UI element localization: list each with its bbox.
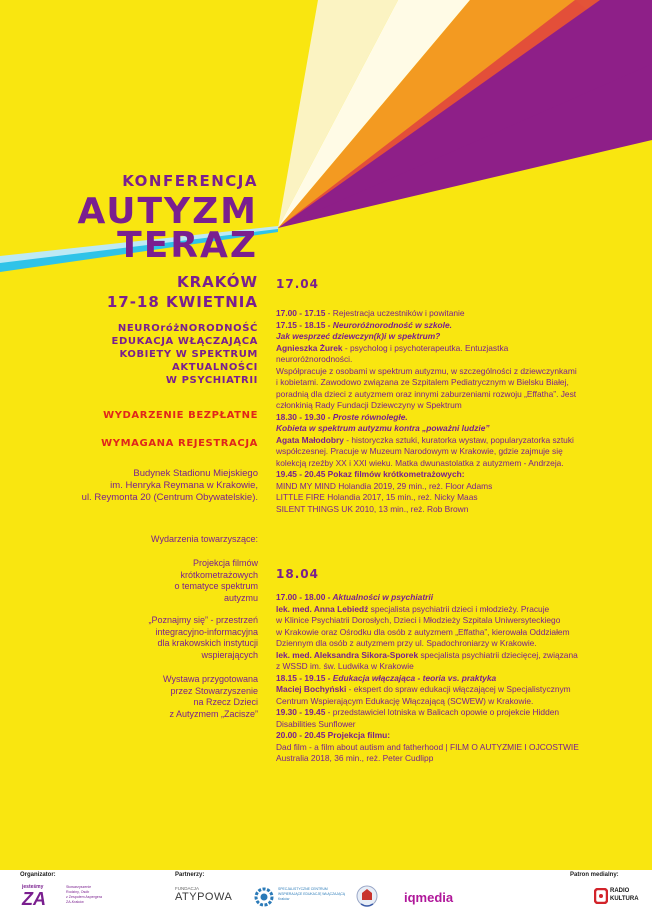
schedule-text: Dad film - a film about autism and fatherhood | FILM O AUTYZMIE I OJCOSTWIE [276, 741, 579, 752]
schedule-line [276, 696, 582, 708]
schedule-title: Kobieta w spektrum autyzmu kontra „poważni ludzie” [276, 423, 490, 433]
side-events-heading: Wydarzenia towarzyszące: [151, 534, 258, 544]
side-event-line: Wystawa przygotowana [163, 674, 258, 684]
schedule-text: Centrum Wspierającym Edukację Włączającą (SCWEW) w Krakowie. [276, 695, 534, 706]
schedule-title: - Neuroróżnorodność w szkole. [325, 319, 452, 330]
conference-kicker: KONFERENCJA [122, 172, 258, 190]
side-event-integration [88, 615, 258, 661]
partner-atypowa-logo [175, 886, 232, 903]
schedule-line [276, 377, 582, 389]
schedule-text: - Rejestracja uczestników i powitanie [325, 308, 465, 318]
schedule-time: 17.00 - 17.15 [276, 308, 326, 318]
schedule-text: - psycholog i psychoterapeutka. Entuzjastka neuroróżnorodności. [276, 342, 509, 364]
side-event-line: wspierających [201, 649, 258, 660]
schedule-line [276, 412, 582, 424]
schedule-line [276, 320, 582, 332]
schedule-line [276, 389, 582, 401]
schedule-line [276, 366, 582, 378]
schedule-text: z WSSD im. św. Ludwika w Krakowie [276, 661, 414, 671]
schedule-line [276, 308, 582, 320]
radio-icon [594, 888, 608, 904]
schedule-time: lek. med. Aleksandra Sikora-Sporek [276, 649, 419, 660]
schedule-line [276, 469, 582, 481]
schedule-time: Agnieszka Żurek [276, 342, 343, 353]
schedule-text: w Krakowie oraz Ośrodku dla osób z autyzmem „Effatha”, kierowała Oddziałem [276, 626, 570, 637]
side-event-line: o tematyce spektrum [174, 581, 258, 591]
topic-item: AKTUALNOŚCI [172, 362, 258, 373]
dates: 17-18 KWIETNIA [106, 293, 258, 311]
schedule-line [276, 435, 582, 447]
partner-scwew-text [278, 887, 345, 902]
registration-required-notice: WYMAGANA REJESTRACJA [101, 438, 258, 449]
schedule-time: 18.30 - 19.30 [276, 411, 326, 422]
city: KRAKÓW [176, 273, 258, 291]
day-2-schedule [276, 592, 582, 765]
footer [0, 870, 652, 922]
side-event-line: przez Stowarzyszenie [170, 685, 258, 696]
schedule-line [276, 650, 582, 662]
organizer-logo [22, 884, 62, 914]
venue-address [58, 468, 258, 504]
schedule-text: poradnią dla dzieci z autyzmem oraz innymi zaburzeniami rozwoju „Effatha”. Jest [276, 388, 577, 399]
title-line-1: AUTYZM [77, 191, 258, 232]
schedule-text: Pokaz filmów krótkometrażowych: [325, 469, 465, 479]
schedule-line [276, 343, 582, 366]
partner-scwew-line: WSPIERAJĄCE EDUKACJĘ WŁĄCZAJĄCĄ [278, 892, 346, 896]
schedule-title: - Aktualności w psychiatrii [325, 592, 434, 602]
schedule-text: Współpracuje z osobami w spektrum autyzmu, w szczególności z dziewczynkami [276, 365, 577, 376]
organizer-text-line: Stowarzyszenie [66, 885, 92, 889]
gear-emblem-icon [254, 887, 274, 907]
schedule-text: - historyczka sztuki, kuratorka wystaw, popularyzatorka sztuki [343, 434, 574, 445]
schedule-text: Disabilities Sunflower [276, 718, 356, 729]
schedule-line [276, 673, 582, 685]
radio-kultura-logo [610, 887, 639, 903]
topic-item: EDUKACJA WŁĄCZAJĄCA [111, 336, 258, 347]
schedule-line [276, 719, 582, 731]
schedule-line [276, 492, 582, 504]
day-1-schedule [276, 308, 582, 515]
media-label: Patron medialny: [570, 872, 619, 878]
schedule-time: 18.15 - 19.15 [276, 672, 326, 683]
organizer-text-line: ZA-Kraków [66, 900, 84, 904]
day-2-date: 18.04 [276, 567, 319, 581]
title-line-2: TERAZ [117, 225, 258, 266]
schedule-time: lek. med. Anna Lebiedź [276, 603, 369, 614]
schedule-text: Projekcja filmu: [325, 730, 391, 740]
schedule-line [276, 742, 582, 754]
schedule-line [276, 504, 582, 516]
partner-crest-logo [356, 884, 378, 910]
radio-kultura-line: RADIO [610, 888, 630, 894]
side-event-line: „Poznajmy się” - przestrzeń [148, 615, 258, 625]
schedule-text: - przedstawiciel lotniska w Balicach opowie o projekcie Hidden [325, 707, 560, 717]
schedule-title: Jak wesprzeć dziewczyn(k)i w spektrum? [276, 331, 441, 341]
side-event-line: autyzmu [223, 592, 258, 603]
schedule-time: 17.15 - 18.15 [276, 319, 326, 330]
partner-atypowa-name: ATYPOWA [175, 891, 233, 903]
schedule-time: Maciej Bochyński [276, 684, 347, 694]
schedule-line [276, 400, 582, 412]
schedule-title: - Edukacja włączająca - teoria vs. praktyka [325, 672, 497, 683]
schedule-line [276, 331, 582, 343]
schedule-time: 17.00 - 18.00 [276, 592, 326, 602]
schedule-text: LITTLE FIRE Holandia 2017, 15 min., reż. Nicky Maas [276, 492, 478, 502]
side-event-exhibition [88, 674, 258, 720]
schedule-text: SILENT THINGS UK 2010, 13 min., reż. Rob Brown [276, 503, 469, 514]
schedule-line [276, 458, 582, 470]
schedule-text: kolekcją rzeźby XX i XXI wieku. Matka dwunastolatka z autyzmem - Andrzeja. [276, 457, 564, 468]
schedule-time: 20.00 - 20.45 [276, 730, 326, 740]
organizer-logo-small: jesteśmy [22, 884, 44, 890]
side-event-line: na Rzecz Dzieci [193, 697, 258, 707]
side-event-films [88, 558, 258, 604]
day-1-date: 17.04 [276, 277, 319, 291]
topic-item: W PSYCHIATRII [165, 375, 258, 386]
decorative-rays [0, 0, 652, 300]
schedule-line [276, 604, 582, 616]
organizer-text-line: Rodziny, Osób [66, 890, 90, 894]
schedule-text: specjalista psychiatrii dzieci i młodzieży. Pracuje [368, 603, 550, 614]
side-event-line: dla krakowskich instytucji [157, 638, 258, 648]
schedule-text: - ekspert do spraw edukacji włączającej w Specjalistycznym [346, 684, 571, 694]
crest-icon [356, 884, 378, 910]
schedule-line [276, 627, 582, 639]
schedule-text: współczesnej. Pracuje w Muzeum Narodowym w Krakowie, gdzie zajmuje się [276, 446, 563, 456]
schedule-line [276, 423, 582, 435]
side-event-line: krótkometrażowych [180, 569, 258, 580]
side-event-line: Projekcja filmów [192, 558, 258, 568]
schedule-line [276, 707, 582, 719]
schedule-text: MIND MY MIND Holandia 2019, 29 min., reż. Floor Adams [276, 480, 493, 491]
schedule-text: Australia 2018, 36 min., reż. Peter Cudlipp [276, 753, 434, 763]
partner-scwew-emblem [254, 887, 274, 907]
organizer-label: Organizator: [20, 872, 56, 878]
venue-line: Budynek Stadionu Miejskiego [133, 468, 258, 479]
venue-line: ul. Reymonta 20 (Centrum Obywatelskie). [81, 492, 258, 503]
schedule-text: w Klinice Psychiatrii Dorosłych, Dzieci i Młodzieży Szpitala Uniwersyteckiego [276, 615, 561, 625]
partner-scwew-line: SPECJALISTYCZNE CENTRUM [278, 887, 328, 891]
schedule-line [276, 684, 582, 696]
schedule-text: Dziennym dla osób z autyzmem przy ul. Spadochroniarzy w Krakowie. [276, 638, 537, 648]
schedule-time: 19.45 - 20.45 [276, 469, 326, 479]
partner-scwew-line: Kraków [278, 897, 290, 901]
organizer-text-line: z Zespołem Aspergera [66, 895, 102, 899]
venue-line: im. Henryka Reymana w Krakowie, [110, 480, 258, 491]
partner-atypowa-small: FUNDACJA [175, 886, 200, 891]
radio-kultura-icon [594, 888, 608, 904]
partner-iqmedia-logo: iqmedia [404, 890, 454, 905]
partners-label: Partnerzy: [175, 872, 205, 878]
schedule-line [276, 446, 582, 458]
schedule-line [276, 730, 582, 742]
schedule-text: i kobietami. Zawodowo związana ze Szpitalem Pediatrycznym w Bielsku Białej, [276, 377, 569, 387]
schedule-line [276, 615, 582, 627]
schedule-line [276, 481, 582, 493]
schedule-time: 19.30 - 19.45 [276, 707, 326, 717]
schedule-time: Agata Małodobry [276, 434, 344, 445]
schedule-text: członkinią Rady Fundacji Dziewczyny w Spektrum [276, 400, 462, 410]
side-event-line: integracyjno-informacyjna [155, 626, 258, 637]
free-event-notice: WYDARZENIE BEZPŁATNE [103, 410, 258, 421]
schedule-title: - Proste równoległe. [325, 411, 408, 422]
topics-list [58, 322, 258, 387]
topic-item: NEUROróżNORODNOŚĆ [117, 323, 258, 334]
schedule-line [276, 638, 582, 650]
schedule-line [276, 753, 582, 765]
topic-item: KOBIETY W SPEKTRUM [119, 349, 258, 360]
schedule-line [276, 661, 582, 673]
radio-kultura-line: KULTURA [610, 896, 639, 902]
schedule-line [276, 592, 582, 604]
side-event-line: z Autyzmem „Zacisze” [169, 708, 258, 719]
organizer-text [66, 885, 102, 905]
schedule-text: specjalista psychiatrii dziecięcej, związana [418, 649, 578, 660]
organizer-logo-mark: ZA [22, 889, 46, 909]
